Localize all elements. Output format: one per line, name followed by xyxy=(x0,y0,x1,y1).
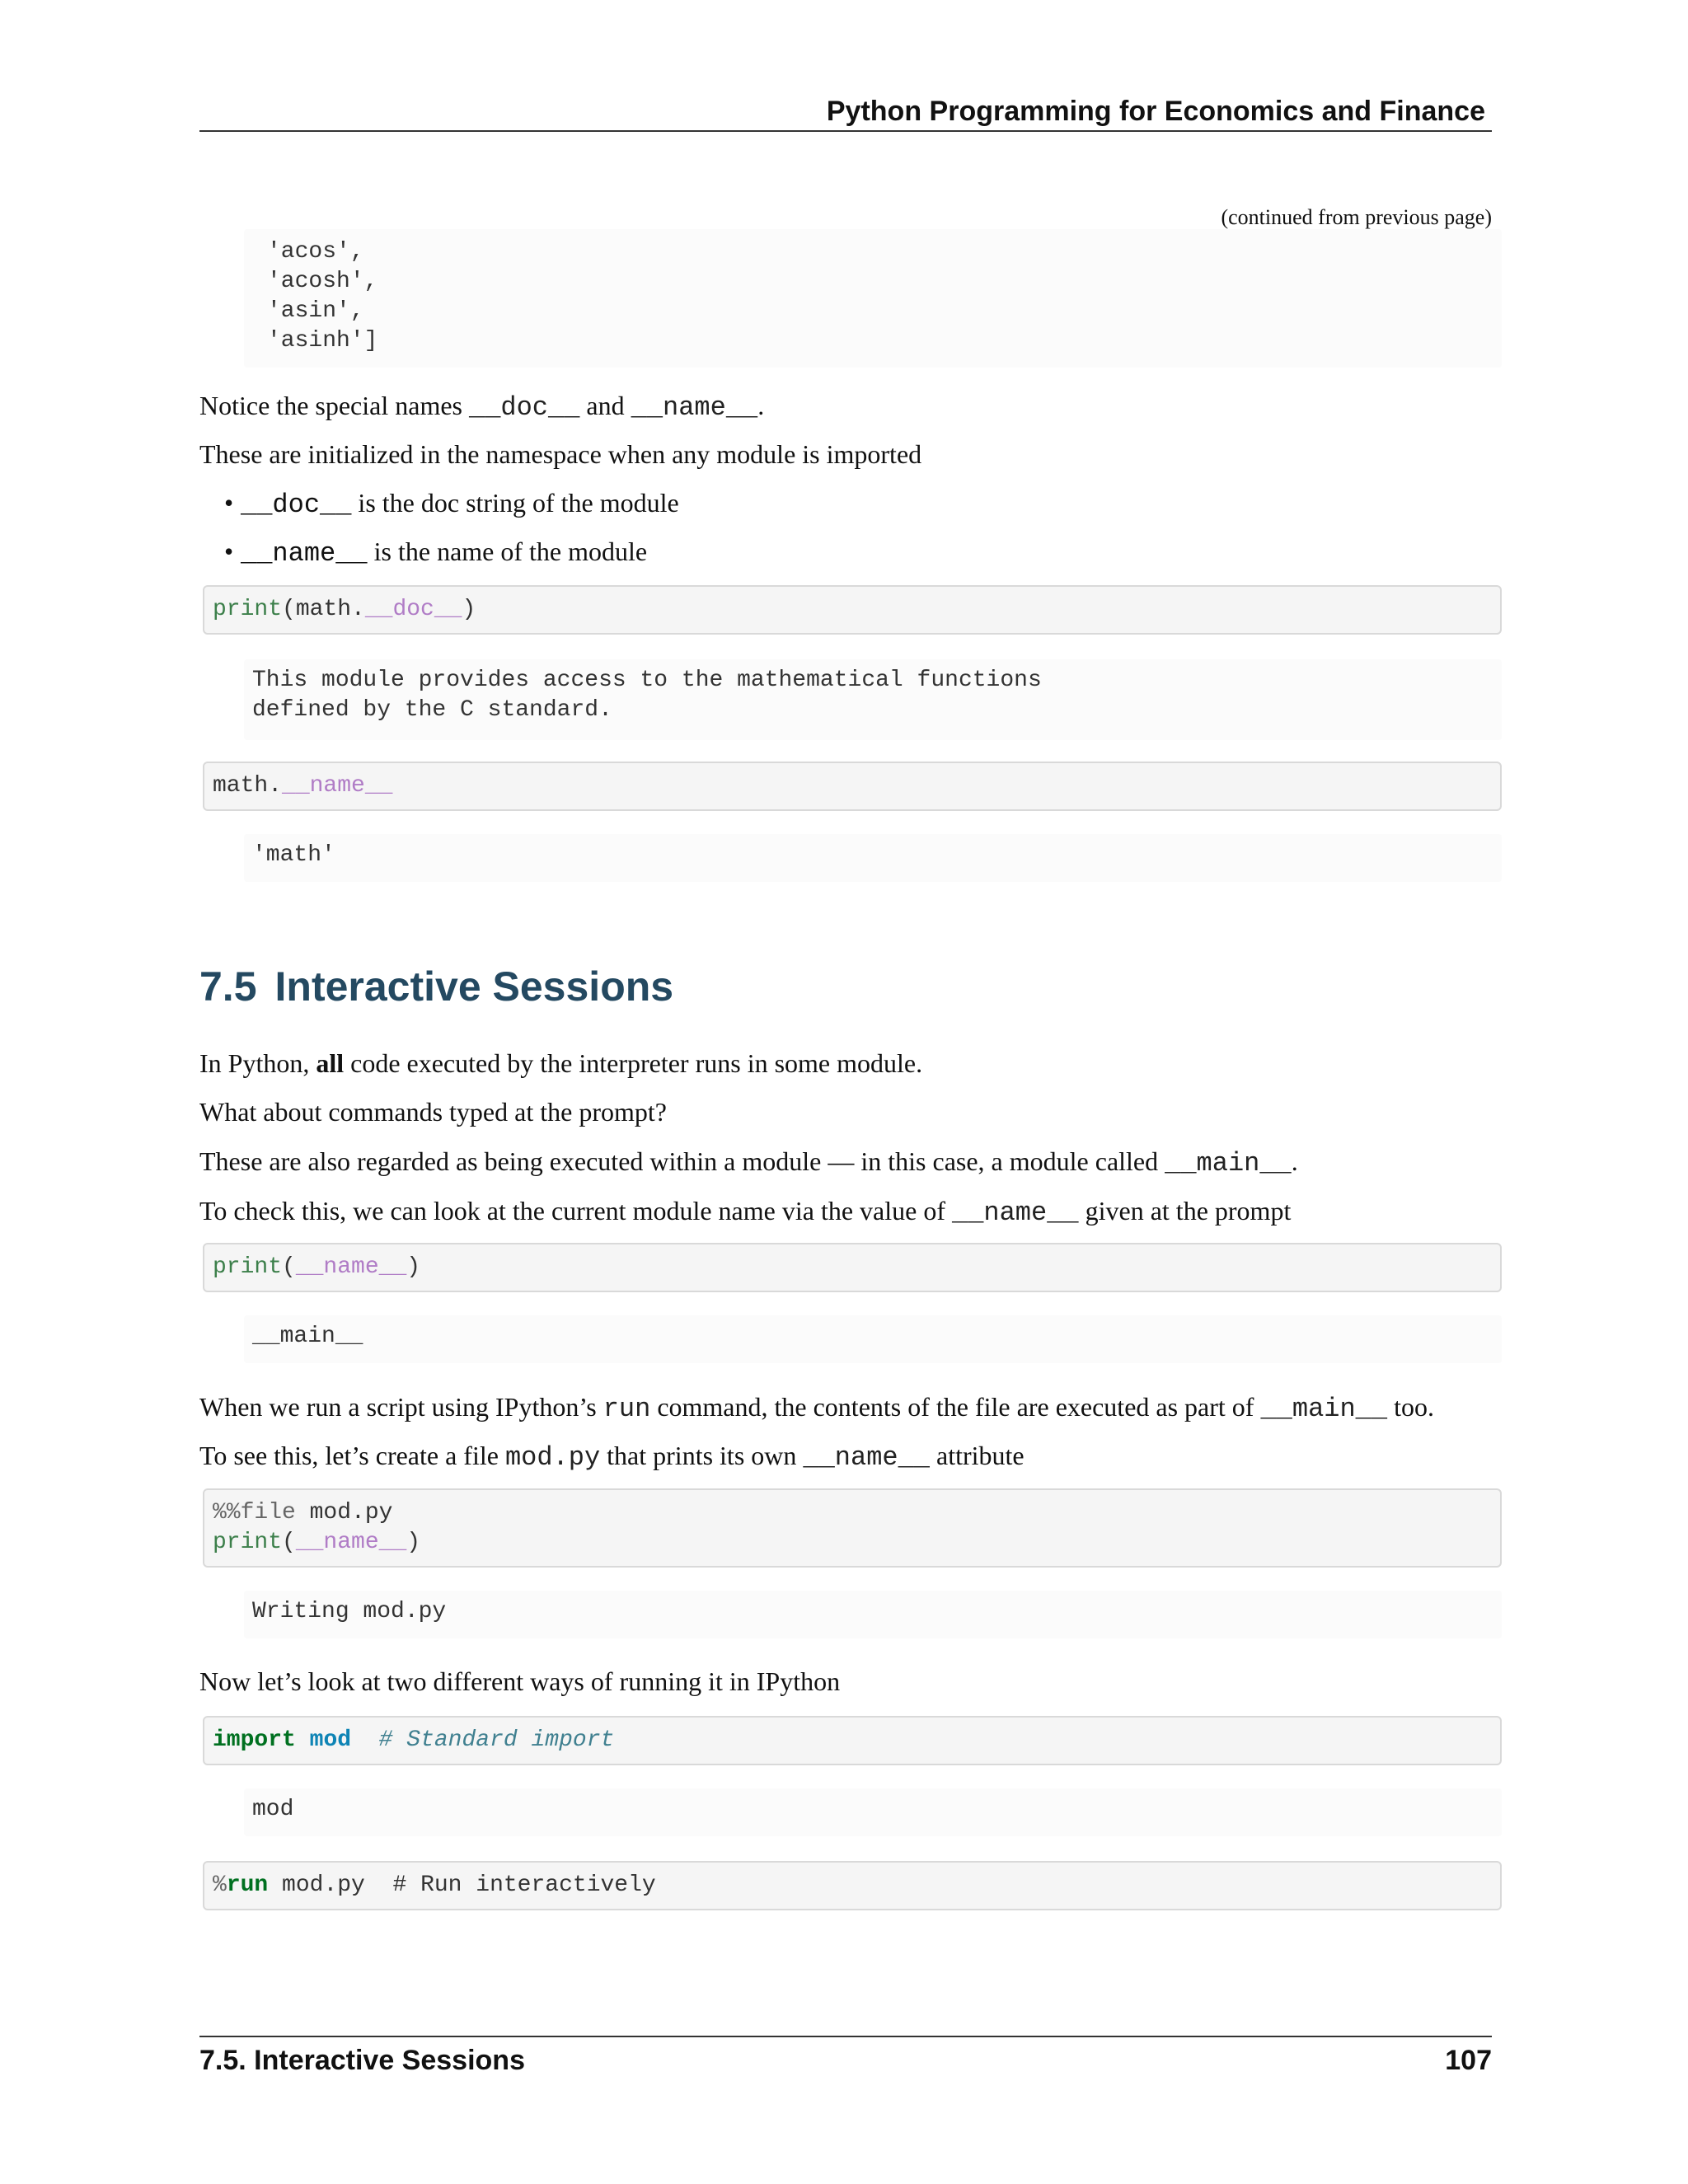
code-line: 'asinh'] xyxy=(267,328,378,354)
code-line: 'acosh', xyxy=(267,269,378,294)
code-line: defined by the C standard. xyxy=(252,697,612,723)
code-output-cell: Writing mod.py xyxy=(244,1591,1502,1638)
inline-code: __doc__ xyxy=(241,490,352,520)
code-output-cell xyxy=(244,659,1502,740)
paragraph: In Python, all code executed by the interpreter runs in some module. xyxy=(199,1048,923,1078)
code-line: print(__name__) xyxy=(213,1530,421,1555)
paragraph: Notice the special names __doc__ and __name__. xyxy=(199,391,765,423)
code-input-cell[interactable]: print(math.__doc__) xyxy=(203,585,1502,635)
footer-section: 7.5. Interactive Sessions xyxy=(199,2045,525,2076)
section-title: Interactive Sessions xyxy=(274,963,674,1010)
paragraph: These are initialized in the namespace when any module is imported xyxy=(199,439,922,469)
list-item: • __doc__ is the doc string of the module xyxy=(224,488,679,520)
paragraph: When we run a script using IPython’s run command, the contents of the file are executed as part of __main__ too. xyxy=(199,1392,1434,1424)
paragraph: Now let’s look at two different ways of running it in IPython xyxy=(199,1666,841,1696)
code-input-cell[interactable]: %run mod.py # Run interactively xyxy=(203,1861,1502,1910)
inline-code: mod.py xyxy=(504,1442,601,1473)
inline-code: __doc__ xyxy=(468,392,580,423)
code-input-cell[interactable]: math.__name__ xyxy=(203,762,1502,811)
code-line: This module provides access to the mathematical functions xyxy=(252,668,1042,693)
paragraph: To check this, we can look at the current module name via the value of __name__ given at the prompt xyxy=(199,1196,1292,1228)
list-item: • __name__ is the name of the module xyxy=(224,537,648,569)
footer-rule xyxy=(199,2036,1492,2037)
section-number: 7.5 xyxy=(199,963,257,1010)
running-header xyxy=(199,91,1492,132)
inline-code: __name__ xyxy=(803,1442,930,1473)
inline-code: __name__ xyxy=(631,392,758,423)
inline-code: run xyxy=(603,1394,651,1424)
code-line: 'asin', xyxy=(267,298,364,324)
paragraph: These are also regarded as being executed within a module — in this case, a module called __main__. xyxy=(199,1146,1298,1179)
continued-note: (continued from previous page) xyxy=(1221,205,1492,229)
code-line: %%file mod.py xyxy=(213,1500,393,1526)
paragraph: What about commands typed at the prompt? xyxy=(199,1097,667,1127)
inline-code: __main__ xyxy=(1260,1394,1388,1424)
paragraph: To see this, let’s create a file mod.py that prints its own __name__ attribute xyxy=(199,1441,1025,1473)
book-title: Python Programming for Economics and Finance xyxy=(826,96,1485,127)
code-input-cell[interactable]: print(__name__) xyxy=(203,1243,1502,1292)
inline-code: __name__ xyxy=(951,1197,1079,1228)
inline-code: __main__ xyxy=(1165,1148,1292,1179)
code-input-cell[interactable] xyxy=(203,1488,1502,1568)
code-input-cell[interactable]: import mod # Standard import xyxy=(203,1716,1502,1765)
code-output-continued xyxy=(244,229,1502,368)
section-heading xyxy=(199,960,673,1013)
code-line: 'acos', xyxy=(267,239,364,265)
code-output-cell: __main__ xyxy=(244,1315,1502,1363)
code-output-cell: 'math' xyxy=(244,834,1502,882)
page-number: 107 xyxy=(1445,2045,1492,2076)
inline-code: __name__ xyxy=(241,538,368,569)
code-output-cell: mod xyxy=(244,1788,1502,1836)
